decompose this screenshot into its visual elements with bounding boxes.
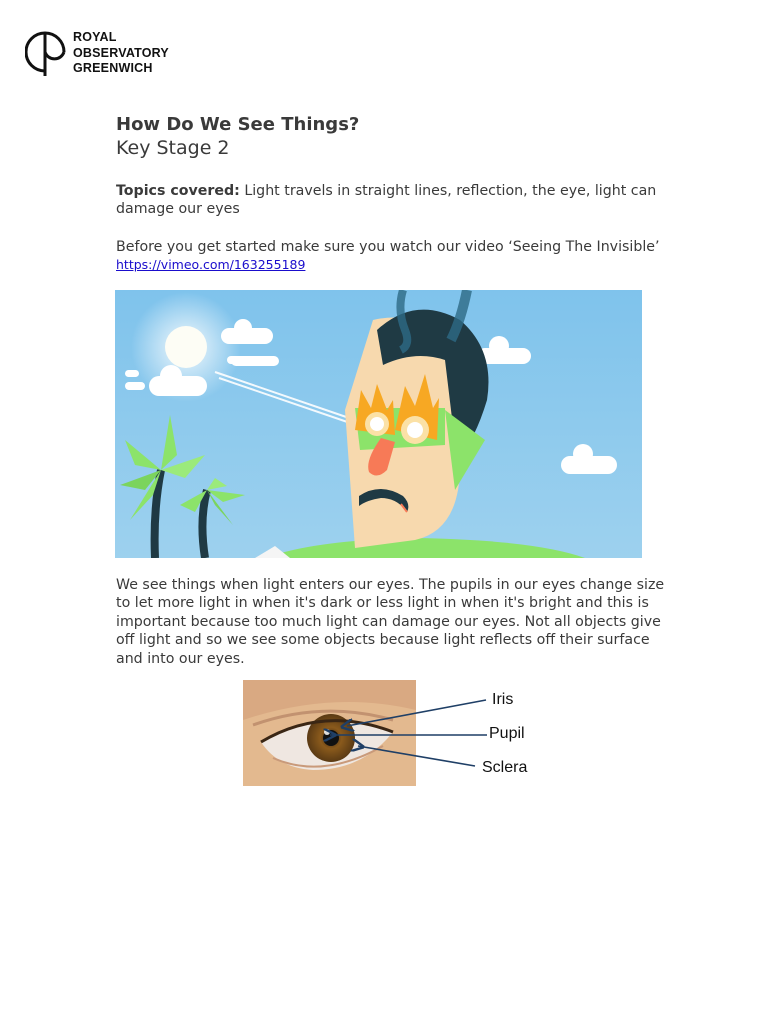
sclera-label: Sclera [482,759,528,776]
page-title: How Do We See Things? [116,114,360,135]
page-subtitle: Key Stage 2 [116,137,230,159]
body-paragraph: We see things when light enters our eyes. The pupils in our eyes change size to let more light in when it's dark or less light in when it's bright and this is important because too much light can damage our eyes. Not all objects give off light and so we see some objects because light reflects off their surface and into our eyes. [116,577,665,667]
logo-line-1: ROYAL [73,30,117,44]
rog-logo [25,28,169,78]
hero-illustration [115,290,642,558]
pupil-label: Pupil [489,725,525,742]
rog-logo-icon [25,28,73,78]
video-link[interactable]: https://vimeo.com/163255189 [116,257,306,273]
logo-wordmark [73,30,169,77]
intro-text: Before you get started make sure you watch our video ‘Seeing The Invisible’ [116,239,660,255]
logo-line-3: GREENWICH [73,61,153,75]
logo-line-2: OBSERVATORY [73,45,169,60]
topics-text: Light travels in straight lines, reflection, the eye, light can damage our eyes [116,183,657,218]
topics-paragraph [116,182,676,219]
intro-paragraph [116,238,676,275]
iris-label: Iris [492,691,514,708]
sun [165,326,207,368]
eye-diagram-arrows [300,690,500,780]
topics-label: Topics covered: [116,183,240,199]
